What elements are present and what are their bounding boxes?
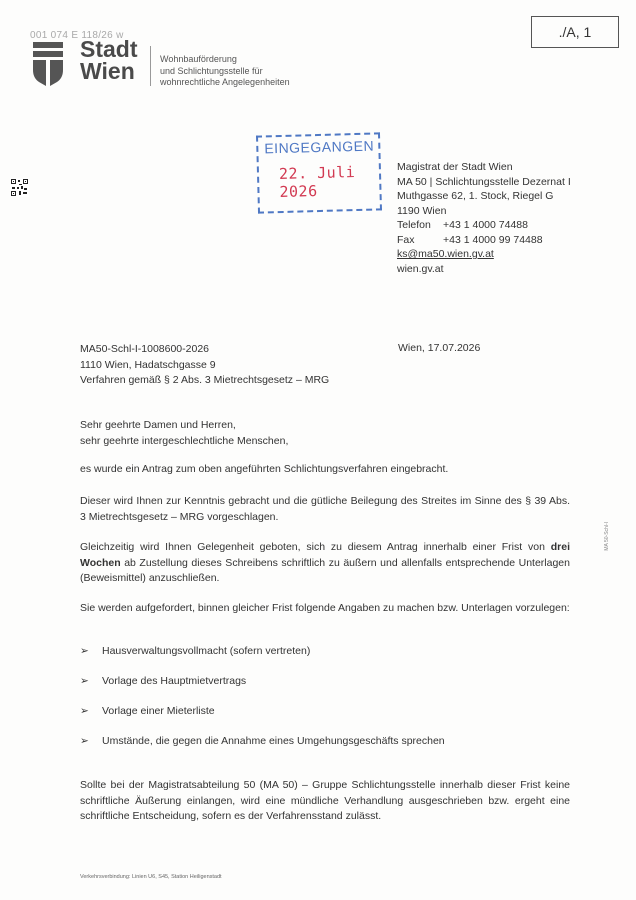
case-reference (80, 342, 329, 389)
list-item-text: Umstände, die gegen die Annahme eines Umgehungsgeschäfts sprechen (102, 735, 445, 747)
sender-website[interactable]: wien.gv.at (397, 262, 444, 275)
sender-email-link[interactable]: ks@ma50.wien.gv.at (397, 248, 494, 260)
sender-fax-line (397, 233, 571, 248)
sender-street: Muthgasse 62, 1. Stock, Riegel G (397, 190, 554, 202)
reference-number: MA50-Schl-I-1008600-2026 (80, 343, 209, 355)
procedure-type: Verfahren gemäß § 2 Abs. 3 Mietrechtsgesetz – MRG (80, 374, 330, 386)
department-line: wohnrechtliche Angelegenheiten (160, 77, 290, 87)
sender-phone-line (397, 218, 571, 233)
list-item (80, 645, 310, 657)
received-stamp (256, 132, 382, 213)
phone-label: Telefon (397, 219, 431, 231)
logo-wordmark (80, 38, 138, 82)
list-item (80, 735, 445, 747)
fax-number: +43 1 4000 99 74488 (443, 233, 543, 246)
list-item-text: Vorlage des Hauptmietvertrags (102, 675, 247, 687)
deadline-emphasis: drei Wochen (80, 541, 570, 569)
logo-word-wien: Wien (80, 58, 135, 84)
margin-note: MA 50-Schl-I (604, 522, 610, 551)
paragraph-consequence: Sollte bei der Magistratsabteilung 50 (MA 50) – Gruppe Schlichtungsstelle innerhalb dieser Frist keine schriftliche Äußerung einlangen, wird eine mündliche Verhandlung ausgeschrieben bzw. ergeht eine schriftliche Entscheidung, sofern es der Verfahrensstand zulässt. (80, 779, 570, 822)
property-address: 1110 Wien, Hadatschgasse 9 (80, 358, 216, 371)
sender-city: 1190 Wien (397, 204, 447, 217)
list-item-text: Hausverwaltungsvollmacht (sofern vertreten) (102, 645, 311, 657)
logo-word-stadt: Stadt (80, 36, 138, 62)
deadline-text-end: ab Zustellung dieses Schreibens schriftlich zu äußern und allenfalls entsprechende Unterlagen (Beweismittel) anzuschließen. (80, 556, 570, 584)
arrow-bullet-icon: ➢ (80, 645, 89, 657)
phone-number: +43 1 4000 74488 (443, 219, 528, 231)
sender-address (397, 160, 571, 276)
salutation-line: sehr geehrte intergeschlechtliche Menschen, (80, 434, 289, 447)
stamp-date: 22. Juli 2026 (278, 163, 356, 202)
vienna-coat-of-arms-icon (33, 42, 63, 86)
letter-date: Wien, 17.07.2026 (398, 342, 481, 354)
salutation-line: Sehr geehrte Damen und Herren, (80, 419, 236, 431)
arrow-bullet-icon: ➢ (80, 675, 89, 687)
list-item (80, 705, 215, 717)
transport-footer: Verkehrsverbindung: Linien U6, S45, Station Heiligenstadt (80, 874, 222, 880)
salutation (80, 418, 570, 449)
paragraph-request: Sie werden aufgefordert, binnen gleicher Frist folgende Angaben zu machen bzw. Unterlagen vorzulegen: (80, 602, 570, 614)
paragraph-deadline (80, 540, 570, 587)
department-line: und Schlichtungsstelle für (160, 65, 263, 76)
sender-unit: MA 50 | Schlichtungsstelle Dezernat I (397, 175, 571, 188)
department-name (160, 54, 290, 89)
qr-code-icon (10, 178, 29, 197)
arrow-bullet-icon: ➢ (80, 705, 89, 717)
arrow-bullet-icon: ➢ (80, 735, 89, 747)
list-item (80, 675, 246, 687)
department-line: Wohnbauförderung (160, 54, 237, 64)
page-label-box: ./A, 1 (531, 16, 619, 48)
fax-label: Fax (397, 233, 415, 246)
logo-divider (150, 46, 151, 86)
sender-name: Magistrat der Stadt Wien (397, 161, 513, 173)
paragraph-proposal: Dieser wird Ihnen zur Kenntnis gebracht und die gütliche Beilegung des Streites im Sinne des § 39 Abs. 3 Mietrechtsgesetz – MRG vorgeschlagen. (80, 495, 570, 523)
document-number: 001 074 E 118/26 w (30, 30, 124, 41)
stamp-title: EINGEGANGEN (264, 137, 375, 157)
paragraph-intro: es wurde ein Antrag zum oben angeführten Schlichtungsverfahren eingebracht. (80, 463, 449, 475)
deadline-text-start: Gleichzeitig wird Ihnen Gelegenheit geboten, sich zu diesem Antrag innerhalb einer Frist von (80, 541, 551, 553)
list-item-text: Vorlage einer Mieterliste (102, 705, 215, 717)
